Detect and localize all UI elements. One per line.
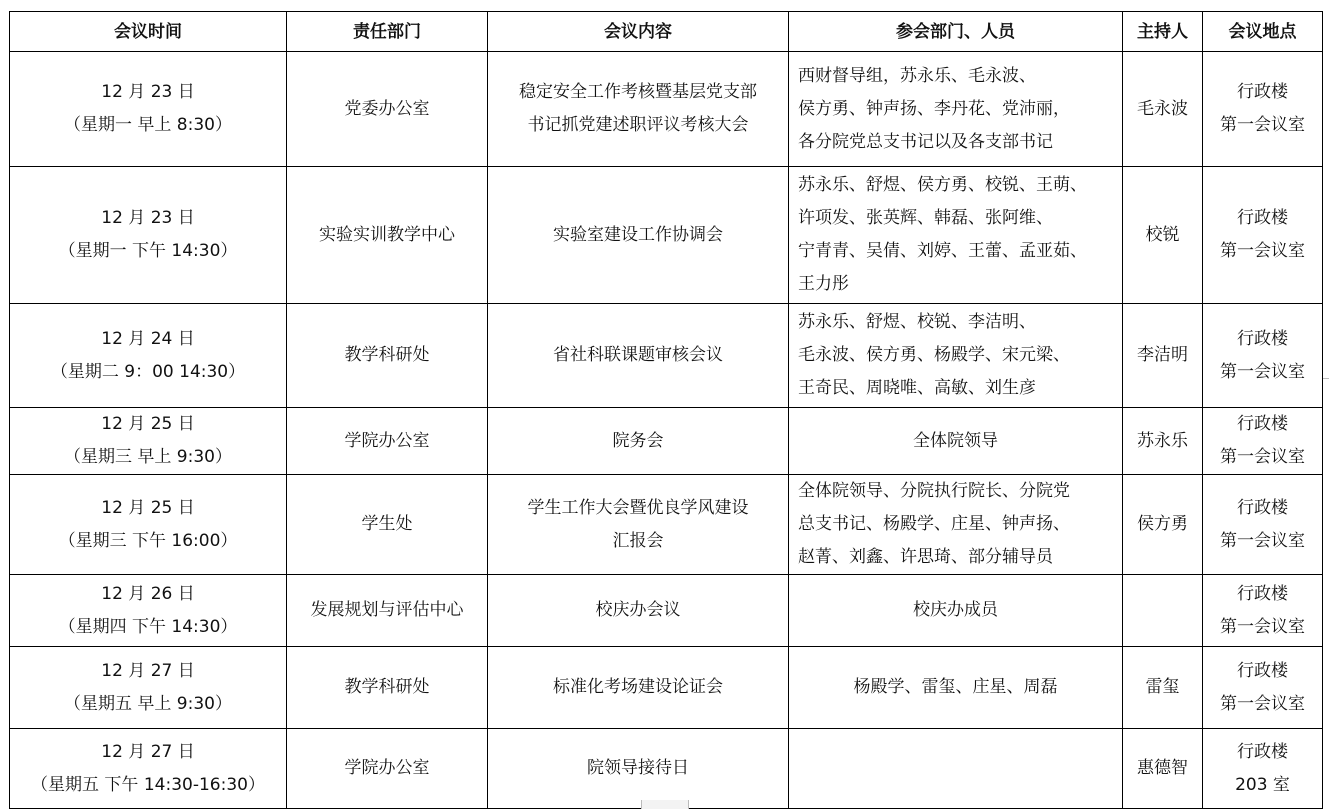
table-row bbox=[10, 167, 1323, 304]
cell-line: 王奇民、周晓唯、高敏、刘生彦 bbox=[798, 378, 1036, 398]
cell-line: 苏永乐、舒煜、侯方勇、校锐、王萌、 bbox=[798, 175, 1087, 195]
cell-line: 行政楼 bbox=[1237, 497, 1288, 518]
page-bottom-marker bbox=[641, 800, 689, 809]
cell-meeting-content bbox=[488, 647, 789, 729]
table-row bbox=[10, 647, 1323, 729]
cell-host: 惠德智 bbox=[1123, 729, 1203, 809]
cell-attendees bbox=[789, 167, 1123, 304]
cell-line: 苏永乐、舒煜、校锐、李洁明、 bbox=[798, 312, 1036, 332]
table-row bbox=[10, 729, 1323, 809]
cell-meeting-content bbox=[488, 52, 789, 167]
meeting-weekday-time: （星期四 下午 14:30） bbox=[58, 616, 238, 637]
cell-meeting-time bbox=[10, 408, 287, 475]
cell-host bbox=[1123, 575, 1203, 647]
cell-attendees bbox=[789, 52, 1123, 167]
meeting-date: 12 月 25 日 bbox=[101, 497, 195, 518]
cell-line: 校庆办会议 bbox=[595, 600, 681, 620]
header-dept: 责任部门 bbox=[287, 12, 488, 52]
cell-meeting-time bbox=[10, 647, 287, 729]
cell-line: 行政楼 bbox=[1237, 208, 1288, 228]
cell-line: 全体院领导、分院执行院长、分院党 bbox=[798, 481, 1070, 501]
cell-line: 行政楼 bbox=[1237, 660, 1288, 681]
cell-host: 雷玺 bbox=[1123, 647, 1203, 729]
cell-line: 毛永波、侯方勇、杨殿学、宋元梁、 bbox=[798, 345, 1070, 365]
cell-host: 李洁明 bbox=[1123, 304, 1203, 408]
cell-line: 侯方勇、钟声扬、李丹花、党沛丽， bbox=[798, 98, 1070, 119]
meeting-weekday-time: （星期三 早上 9:30） bbox=[64, 447, 232, 467]
cell-meeting-time bbox=[10, 729, 287, 809]
cell-line: 院领导接待日 bbox=[587, 758, 689, 778]
cell-attendees bbox=[789, 729, 1123, 809]
table-row bbox=[10, 575, 1323, 647]
header-location: 会议地点 bbox=[1203, 12, 1323, 52]
cell-line: 第一会议室 bbox=[1220, 693, 1305, 714]
cell-location bbox=[1203, 475, 1323, 575]
meeting-date: 12 月 24 日 bbox=[101, 328, 195, 349]
cell-meeting-content bbox=[488, 408, 789, 475]
cell-line: 许项发、张英辉、韩磊、张阿维、 bbox=[798, 208, 1053, 228]
meeting-date: 12 月 23 日 bbox=[101, 208, 195, 228]
cell-line: 全体院领导 bbox=[913, 430, 998, 451]
cell-location bbox=[1203, 52, 1323, 167]
cell-responsible-dept: 教学科研处 bbox=[287, 647, 488, 729]
table-row bbox=[10, 475, 1323, 575]
meeting-date: 12 月 27 日 bbox=[101, 741, 195, 762]
meeting-weekday-time: （星期三 下午 16:00） bbox=[58, 530, 238, 551]
cell-meeting-content bbox=[488, 729, 789, 809]
cell-meeting-time bbox=[10, 475, 287, 575]
cell-meeting-time bbox=[10, 304, 287, 408]
cell-location bbox=[1203, 304, 1323, 408]
cell-location bbox=[1203, 647, 1323, 729]
cell-line: 省社科联课题审核会议 bbox=[553, 345, 723, 365]
cell-line: 学生工作大会暨优良学风建设 bbox=[527, 497, 749, 518]
cell-line: 王力彤 bbox=[798, 274, 849, 294]
cell-line: 书记抓党建述职评议考核大会 bbox=[527, 115, 749, 135]
cell-line: 稳定安全工作考核暨基层党支部 bbox=[519, 82, 757, 102]
meeting-date: 12 月 25 日 bbox=[101, 414, 195, 434]
header-host: 主持人 bbox=[1123, 12, 1203, 52]
cell-host: 苏永乐 bbox=[1123, 408, 1203, 475]
cell-line: 西财督导组，苏永乐、毛永波、 bbox=[798, 65, 1036, 86]
cell-location bbox=[1203, 729, 1323, 809]
meeting-schedule-table bbox=[9, 11, 1323, 809]
cell-responsible-dept: 教学科研处 bbox=[287, 304, 488, 408]
meeting-weekday-time: （星期五 下午 14:30-16:30） bbox=[31, 774, 265, 795]
cell-meeting-content bbox=[488, 167, 789, 304]
header-row bbox=[10, 12, 1323, 52]
cell-location bbox=[1203, 575, 1323, 647]
header-attendees: 参会部门、人员 bbox=[789, 12, 1123, 52]
cell-line: 汇报会 bbox=[612, 530, 664, 551]
meeting-date: 12 月 23 日 bbox=[101, 82, 195, 102]
cell-line: 行政楼 bbox=[1237, 414, 1288, 434]
cell-attendees bbox=[789, 647, 1123, 729]
cell-host: 校锐 bbox=[1123, 167, 1203, 304]
cell-line: 第一会议室 bbox=[1220, 361, 1305, 382]
cell-attendees bbox=[789, 408, 1123, 475]
meeting-weekday-time: （星期五 早上 9:30） bbox=[64, 693, 232, 714]
cell-line: 校庆办成员 bbox=[913, 600, 998, 620]
cell-meeting-time bbox=[10, 575, 287, 647]
cell-meeting-time bbox=[10, 167, 287, 304]
cell-meeting-content bbox=[488, 475, 789, 575]
cell-line: 标准化考场建设论证会 bbox=[553, 677, 723, 697]
cell-attendees bbox=[789, 304, 1123, 408]
table-row bbox=[10, 304, 1323, 408]
cell-meeting-time bbox=[10, 52, 287, 167]
cell-line: 总支书记、杨殿学、庄星、钟声扬、 bbox=[798, 514, 1070, 534]
cell-line: 行政楼 bbox=[1237, 328, 1288, 349]
meeting-weekday-time: （星期一 早上 8:30） bbox=[64, 115, 232, 135]
cell-responsible-dept: 实验实训教学中心 bbox=[287, 167, 488, 304]
cell-line: 各分院党总支书记以及各支部书记 bbox=[798, 131, 1053, 152]
meeting-weekday-time: （星期二 9：00 14:30） bbox=[50, 361, 246, 382]
cell-line: 第一会议室 bbox=[1220, 115, 1305, 135]
meeting-date: 12 月 27 日 bbox=[101, 660, 195, 681]
cell-location bbox=[1203, 408, 1323, 475]
cell-line: 203 室 bbox=[1235, 774, 1290, 795]
cell-meeting-content bbox=[488, 575, 789, 647]
cell-line: 实验室建设工作协调会 bbox=[553, 224, 723, 245]
header-content: 会议内容 bbox=[488, 12, 789, 52]
cell-line: 行政楼 bbox=[1237, 82, 1288, 102]
header-time: 会议时间 bbox=[10, 12, 287, 52]
cell-location bbox=[1203, 167, 1323, 304]
meeting-weekday-time: （星期一 下午 14:30） bbox=[58, 241, 238, 261]
cell-line: 第一会议室 bbox=[1220, 447, 1305, 467]
cell-line: 赵菁、刘鑫、许思琦、部分辅导员 bbox=[798, 547, 1053, 567]
cell-line: 第一会议室 bbox=[1220, 616, 1305, 637]
cell-line: 行政楼 bbox=[1237, 583, 1288, 604]
cell-responsible-dept: 发展规划与评估中心 bbox=[287, 575, 488, 647]
cell-line: 院务会 bbox=[612, 430, 664, 451]
page-edge-marker bbox=[1323, 378, 1329, 379]
cell-responsible-dept: 学院办公室 bbox=[287, 408, 488, 475]
table-row bbox=[10, 52, 1323, 167]
table-row bbox=[10, 408, 1323, 475]
cell-meeting-content bbox=[488, 304, 789, 408]
cell-line: 杨殿学、雷玺、庄星、周磊 bbox=[853, 677, 1058, 697]
meeting-date: 12 月 26 日 bbox=[101, 583, 195, 604]
cell-responsible-dept: 学院办公室 bbox=[287, 729, 488, 809]
cell-attendees bbox=[789, 475, 1123, 575]
cell-responsible-dept: 党委办公室 bbox=[287, 52, 488, 167]
cell-line: 宁青青、吴倩、刘婷、王蕾、孟亚茹、 bbox=[798, 241, 1087, 261]
cell-line: 第一会议室 bbox=[1220, 241, 1305, 261]
cell-responsible-dept: 学生处 bbox=[287, 475, 488, 575]
cell-attendees bbox=[789, 575, 1123, 647]
cell-host: 毛永波 bbox=[1123, 52, 1203, 167]
cell-host: 侯方勇 bbox=[1123, 475, 1203, 575]
cell-line: 行政楼 bbox=[1237, 741, 1288, 762]
cell-line: 第一会议室 bbox=[1220, 530, 1305, 551]
